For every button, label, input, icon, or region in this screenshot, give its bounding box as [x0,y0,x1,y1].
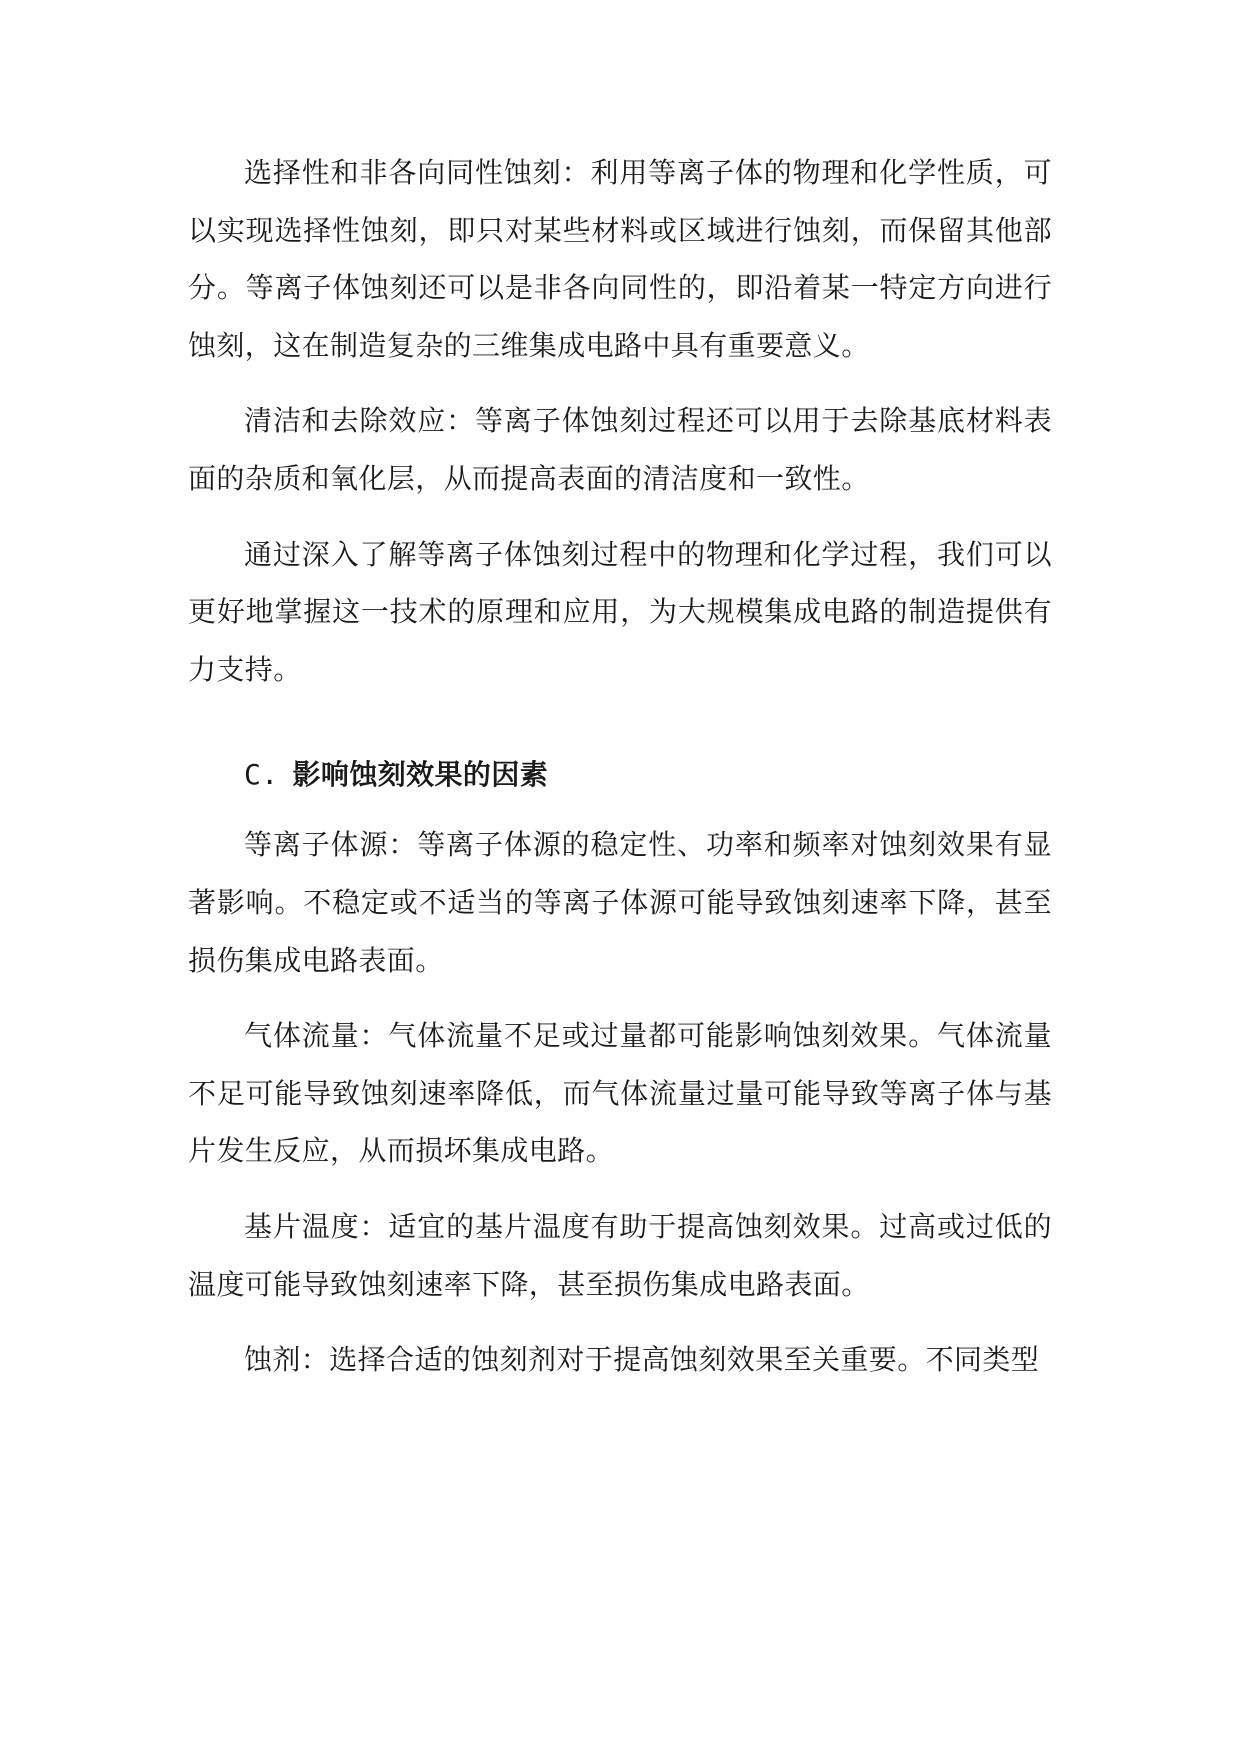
paragraph-etchant: 蚀剂：选择合适的蚀刻剂对于提高蚀刻效果至关重要。不同类型 [244,1343,1040,1377]
paragraph-substrate-temperature: 基片温度：适宜的基片温度有助于提高蚀刻效果。过高或过低的温度可能导致蚀刻速率下降，甚至损伤集成电路表面。 [188,1209,1052,1301]
page-content [188,144,1052,1389]
paragraph-cleaning-removal-effect: 清洁和去除效应：等离子体蚀刻过程还可以用于去除基底材料表面的杂质和氧化层，从而提高表面的清洁度和一致性。 [188,404,1052,495]
section-heading [188,750,1052,800]
paragraph-plasma-source: 等离子体源：等离子体源的稳定性、功率和频率对蚀刻效果有显著影响。不稳定或不适当的等离子体源可能导致蚀刻速率下降，甚至损伤集成电路表面。 [188,828,1052,977]
section-heading-title: 影响蚀刻效果的因素 [292,758,549,792]
paragraph-understanding-summary: 通过深入了解等离子体蚀刻过程中的物理和化学过程，我们可以更好地掌握这一技术的原理和应用，为大规模集成电路的制造提供有力支持。 [188,537,1052,686]
section-heading-prefix: C. [244,758,279,792]
paragraph-selective-anisotropic-etching: 选择性和非各向同性蚀刻：利用等离子体的物理和化学性质，可以实现选择性蚀刻，即只对某些材料或区域进行蚀刻，而保留其他部分。等离子体蚀刻还可以是非各向同性的，即沿着某一特定方向进行蚀刻，这在制造复杂的三维集成电路中具有重要意义。 [188,156,1052,362]
paragraph-gas-flow: 气体流量：气体流量不足或过量都可能影响蚀刻效果。气体流量不足可能导致蚀刻速率降低，而气体流量过量可能导致等离子体与基片发生反应，从而损坏集成电路。 [188,1019,1052,1168]
